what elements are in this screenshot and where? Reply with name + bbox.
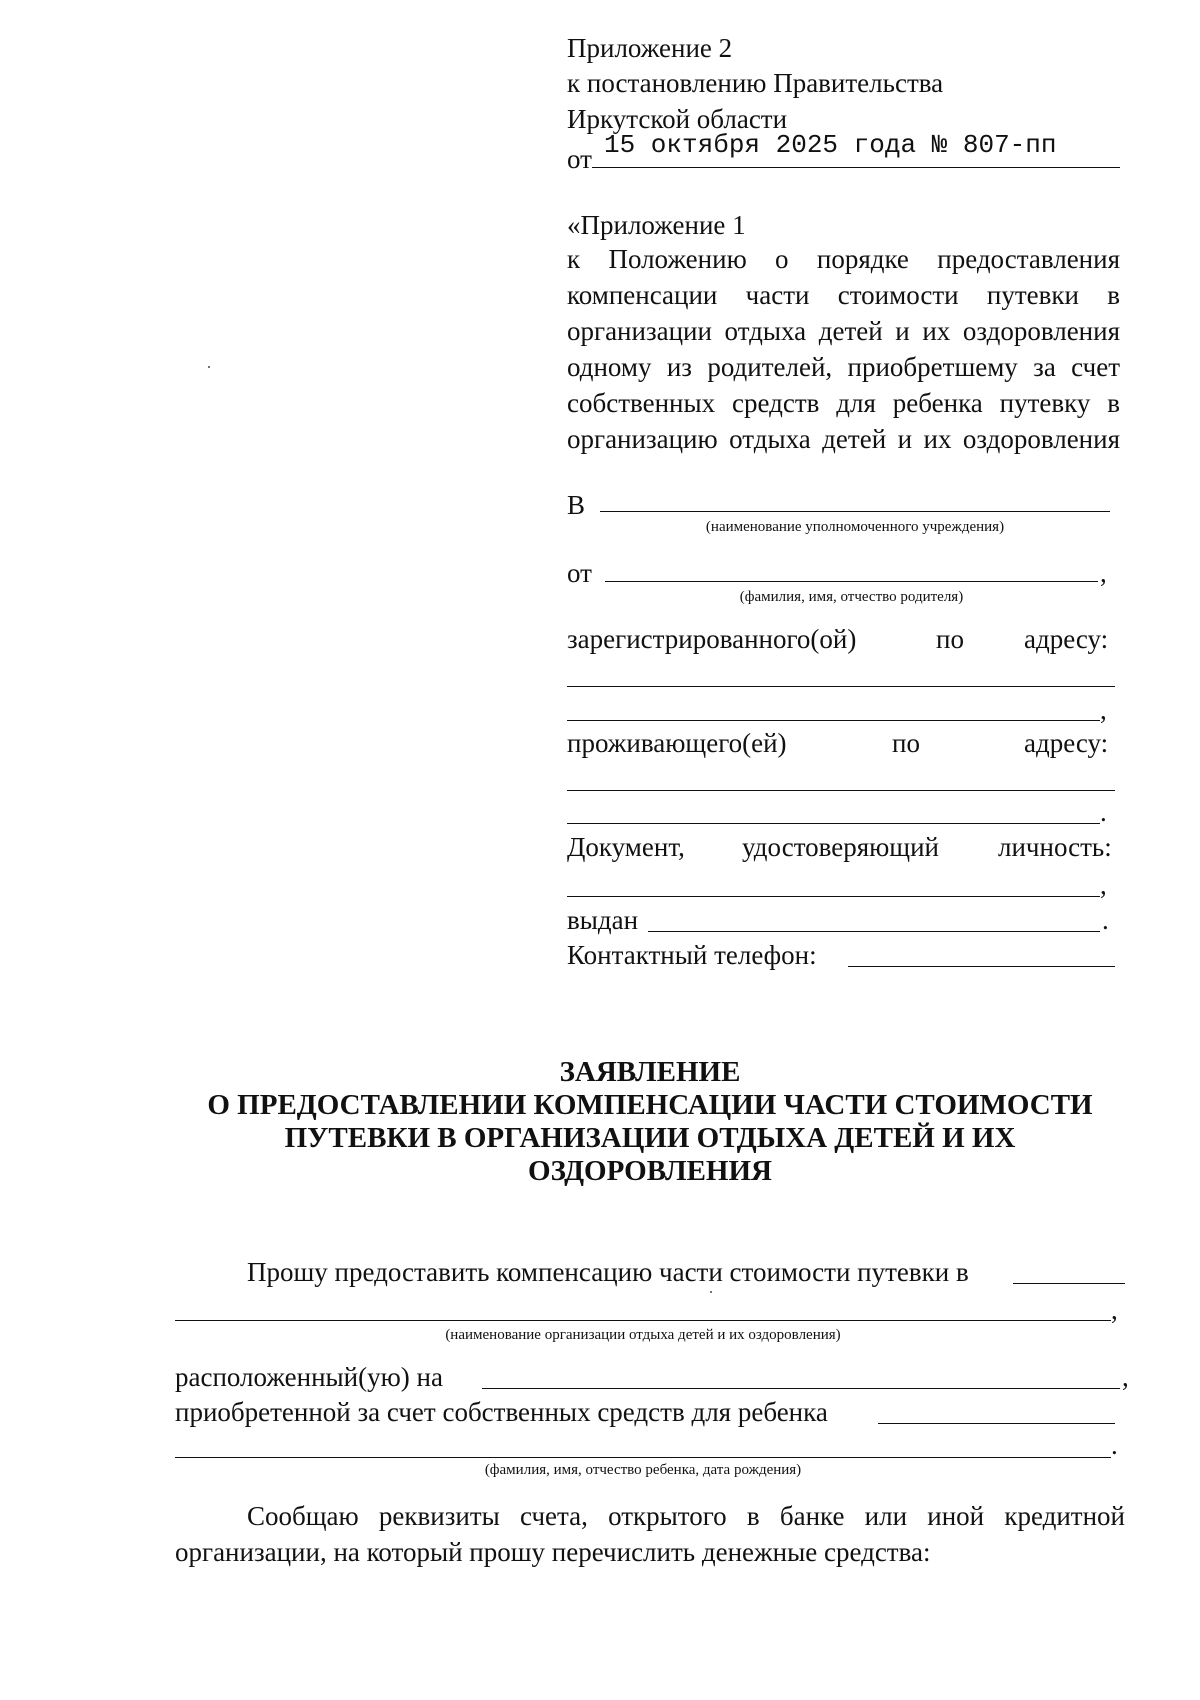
registered-address-field-2[interactable]: [567, 692, 1100, 721]
appendix1-line-5: собственных средств для ребенка путевку в: [567, 388, 1120, 418]
registered-label: зарегистрированного(ой): [567, 624, 857, 654]
request-text: Прошу предоставить компенсацию части стоимости путевки в: [247, 1257, 969, 1287]
child-field-start[interactable]: [878, 1395, 1115, 1424]
appendix1-line-1: к Положению о порядке предоставления: [567, 244, 1120, 274]
living-label: проживающего(ей): [567, 728, 787, 758]
phone-field[interactable]: [848, 938, 1115, 967]
document-field[interactable]: [567, 868, 1100, 897]
scan-speck: [208, 366, 210, 368]
appendix-number: Приложение 2: [567, 33, 733, 63]
organization-comma: ,: [1111, 1295, 1118, 1325]
document-comma: ,: [1100, 870, 1107, 900]
living-address-label: адресу:: [1024, 728, 1109, 758]
parent-caption: (фамилия, имя, отчество родителя): [739, 589, 964, 605]
phone-label: Контактный телефон:: [567, 940, 817, 970]
recipient-caption: (наименование уполномоченного учреждения): [705, 519, 1005, 535]
appendix1-line-4: одному из родителей, приобретшему за счет: [567, 352, 1120, 382]
appendix1-line-3: организации отдыха детей и их оздоровления: [567, 316, 1120, 346]
issued-label: выдан: [567, 905, 639, 935]
location-label: расположенный(ую) на: [175, 1362, 443, 1392]
location-comma: ,: [1122, 1362, 1129, 1392]
document-label-middle: удостоверяющий: [742, 832, 939, 862]
registered-po: по: [936, 624, 964, 654]
living-period: .: [1100, 797, 1107, 827]
registered-address-field-1[interactable]: [567, 658, 1115, 687]
statement-subtitle-1: О ПРЕДОСТАВЛЕНИИ КОМПЕНСАЦИИ ЧАСТИ СТОИМОСТИ: [207, 1089, 1093, 1121]
appendix1-title: «Приложение 1: [567, 210, 746, 240]
parent-name-field[interactable]: [605, 556, 1098, 582]
living-address-field-1[interactable]: [567, 762, 1115, 791]
organization-caption: (наименование организации отдыха детей и их оздоровления): [445, 1327, 841, 1343]
organization-field-start[interactable]: [1013, 1255, 1125, 1284]
child-caption: (фамилия, имя, отчество ребенка, дата рождения): [484, 1462, 802, 1478]
registered-comma: ,: [1100, 695, 1107, 725]
scan-speck-2: [710, 1291, 712, 1293]
resolution-date: 15 октября 2025 года № 807-пп: [604, 130, 1057, 160]
bank-details-line-1: Сообщаю реквизиты счета, открытого в банке или иной кредитной: [247, 1501, 1125, 1531]
document-label: Документ,: [567, 832, 685, 862]
statement-title: ЗАЯВЛЕНИЕ: [559, 1056, 741, 1088]
location-field[interactable]: [482, 1360, 1120, 1389]
date-prefix: от: [567, 144, 592, 174]
resolution-reference: к постановлению Правительства: [567, 68, 944, 98]
document-label-end: личность:: [998, 832, 1112, 862]
living-address-field-2[interactable]: [567, 795, 1100, 824]
issued-field[interactable]: [648, 903, 1100, 932]
child-field[interactable]: [175, 1430, 1111, 1458]
bank-details-line-2: организации, на который прошу перечислить денежные средства:: [175, 1537, 931, 1567]
recipient-field[interactable]: [600, 487, 1110, 512]
recipient-prefix: В: [567, 490, 586, 520]
parent-comma: ,: [1100, 558, 1107, 588]
region-name: Иркутской области: [567, 104, 788, 134]
appendix1-line-6: организацию отдыха детей и их оздоровления: [567, 424, 1120, 454]
child-period: .: [1111, 1430, 1118, 1460]
parent-prefix: от: [567, 558, 592, 588]
organization-field[interactable]: [175, 1294, 1111, 1321]
statement-subtitle-3: ОЗДОРОВЛЕНИЯ: [528, 1155, 772, 1187]
living-po: по: [892, 728, 920, 758]
issued-period: .: [1102, 905, 1109, 935]
registered-address-label: адресу:: [1024, 624, 1109, 654]
statement-subtitle-2: ПУТЕВКИ В ОРГАНИЗАЦИИ ОТДЫХА ДЕТЕЙ И ИХ: [284, 1122, 1016, 1154]
purchased-label: приобретенной за счет собственных средств для ребенка: [175, 1397, 828, 1427]
appendix1-line-2: компенсации части стоимости путевки в: [567, 280, 1120, 310]
